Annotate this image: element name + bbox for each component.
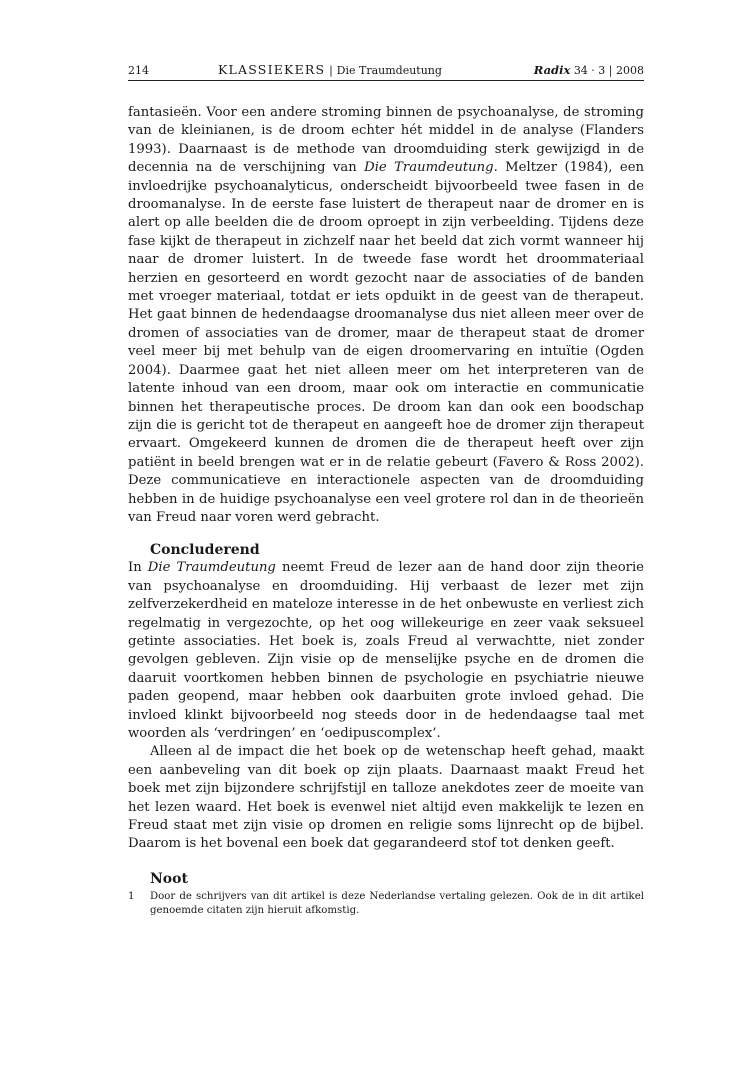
- book-title: Die Traumdeutung: [364, 160, 494, 176]
- section-label: [218, 62, 442, 77]
- journal-issue: 34 · 3 | 2008: [573, 64, 644, 77]
- footnote-text: Door de schrijvers van dit artikel is deze Nederlandse vertaling gelezen. Ook de in dit artikel genoemde citaten zijn hieruit afkomstig.: [150, 890, 644, 916]
- header-separator: |: [329, 64, 333, 77]
- journal-info: [534, 63, 644, 77]
- journal-name: Radix: [533, 63, 571, 77]
- paragraph: In Die Traumdeutung neemt Freud de lezer aan de hand door zijn theorie van psychoanalyse en droomduiding. Hij verbaast de lezer met zijn zelfverzekerdheid en mateloze interesse in de het onbewuste en verliest zich regelmatig in vergezochte, op het oog willekeurige en zeer vaak seksueel getinte associaties. Het boek is, zoals Freud al verwachtte, niet zonder gevolgen gebleven. Zijn visie op de menselijke psyche en de dromen die daaruit voortkomen hebben binnen de psychologie en psychiatrie nieuwe paden geopend, maar hebben ook daarbuiten grote invloed gehad. Die invloed klinkt bijvoorbeeld nog steeds door in de hedendaagse taal met woorden als ‘verdringen’ en ‘oedipuscomplex’.: [128, 560, 644, 741]
- section-subtitle: Die Traumdeutung: [336, 64, 442, 77]
- heading-concluderend: Concluderend: [150, 542, 260, 559]
- book-title: Die Traumdeutung: [147, 560, 276, 576]
- article-body: [128, 104, 644, 918]
- footnote-number: 1: [128, 890, 135, 902]
- paragraph: Alleen al de impact die het boek op de wetenschap heeft gehad, maakt een aanbeveling van dit boek op zijn plaats. Daarnaast maakt Freud het boek met zijn bijzondere schrijfstijl en talloze anekdotes zeer de moeite van het lezen waard. Het boek is evenwel niet altijd even makkelijk te lezen en Freud staat met zijn visie op dromen en religie soms lijnrecht op de bijbel. Daarom is het bovenal een boek dat gegarandeerd stof tot denken geeft.: [128, 744, 644, 852]
- paragraph: fantasieën. Voor een andere stroming binnen de psychoanalyse, de stroming van de kleinianen, is de droom echter hét middel in de analyse (Flanders 1993). Daarnaast is de methode van droomduiding sterk gewijzigd in de decennia na de verschijning van Die Traumdeutung. Meltzer (1984), een invloedrijke psychoanalyticus, onderscheidt bijvoorbeeld twee fasen in de droomanalyse. In de eerste fase luistert de therapeut naar de dromer en is alert op alle beelden die de droom oproept in zijn verbeelding. Tijdens deze fase kijkt de therapeut in zichzelf naar het beeld dat zich vormt wanneer hij naar de dromer luistert. In de tweede fase wordt het droommateriaal herzien en gesorteerd en wordt gezocht naar de associaties of de banden met vroeger materiaal, totdat er iets opduikt in de geest van de therapeut. Het gaat binnen de hedendaagse droomanalyse dus niet alleen meer over de dromen of associaties van de dromer, maar de therapeut staat de dromer veel meer bij met behulp van de eigen droomervaring en intuïtie (Ogden 2004). Daarmee gaat het niet alleen meer om het interpreteren van de latente inhoud van een droom, maar ook om interactie en communicatie binnen het therapeutische proces. De droom kan dan ook een boodschap zijn die is gericht tot de therapeut en aangeeft hoe de dromer zijn therapeut ervaart. Omgekeerd kunnen de dromen die de therapeut heeft over zijn patiënt in beeld brengen wat er in de relatie gebeurt (Favero & Ross 2002). Deze communicatieve en interactionele aspecten van de droomduiding hebben in de huidige psychoanalyse een veel grotere rol dan in de theorieën van Freud naar voren werd gebracht.: [128, 105, 645, 525]
- page-number: 214: [128, 64, 149, 77]
- footnote: [128, 890, 644, 918]
- heading-noot: Noot: [150, 870, 188, 887]
- running-header: [128, 62, 644, 81]
- section-title: KLASSIEKERS: [218, 62, 326, 77]
